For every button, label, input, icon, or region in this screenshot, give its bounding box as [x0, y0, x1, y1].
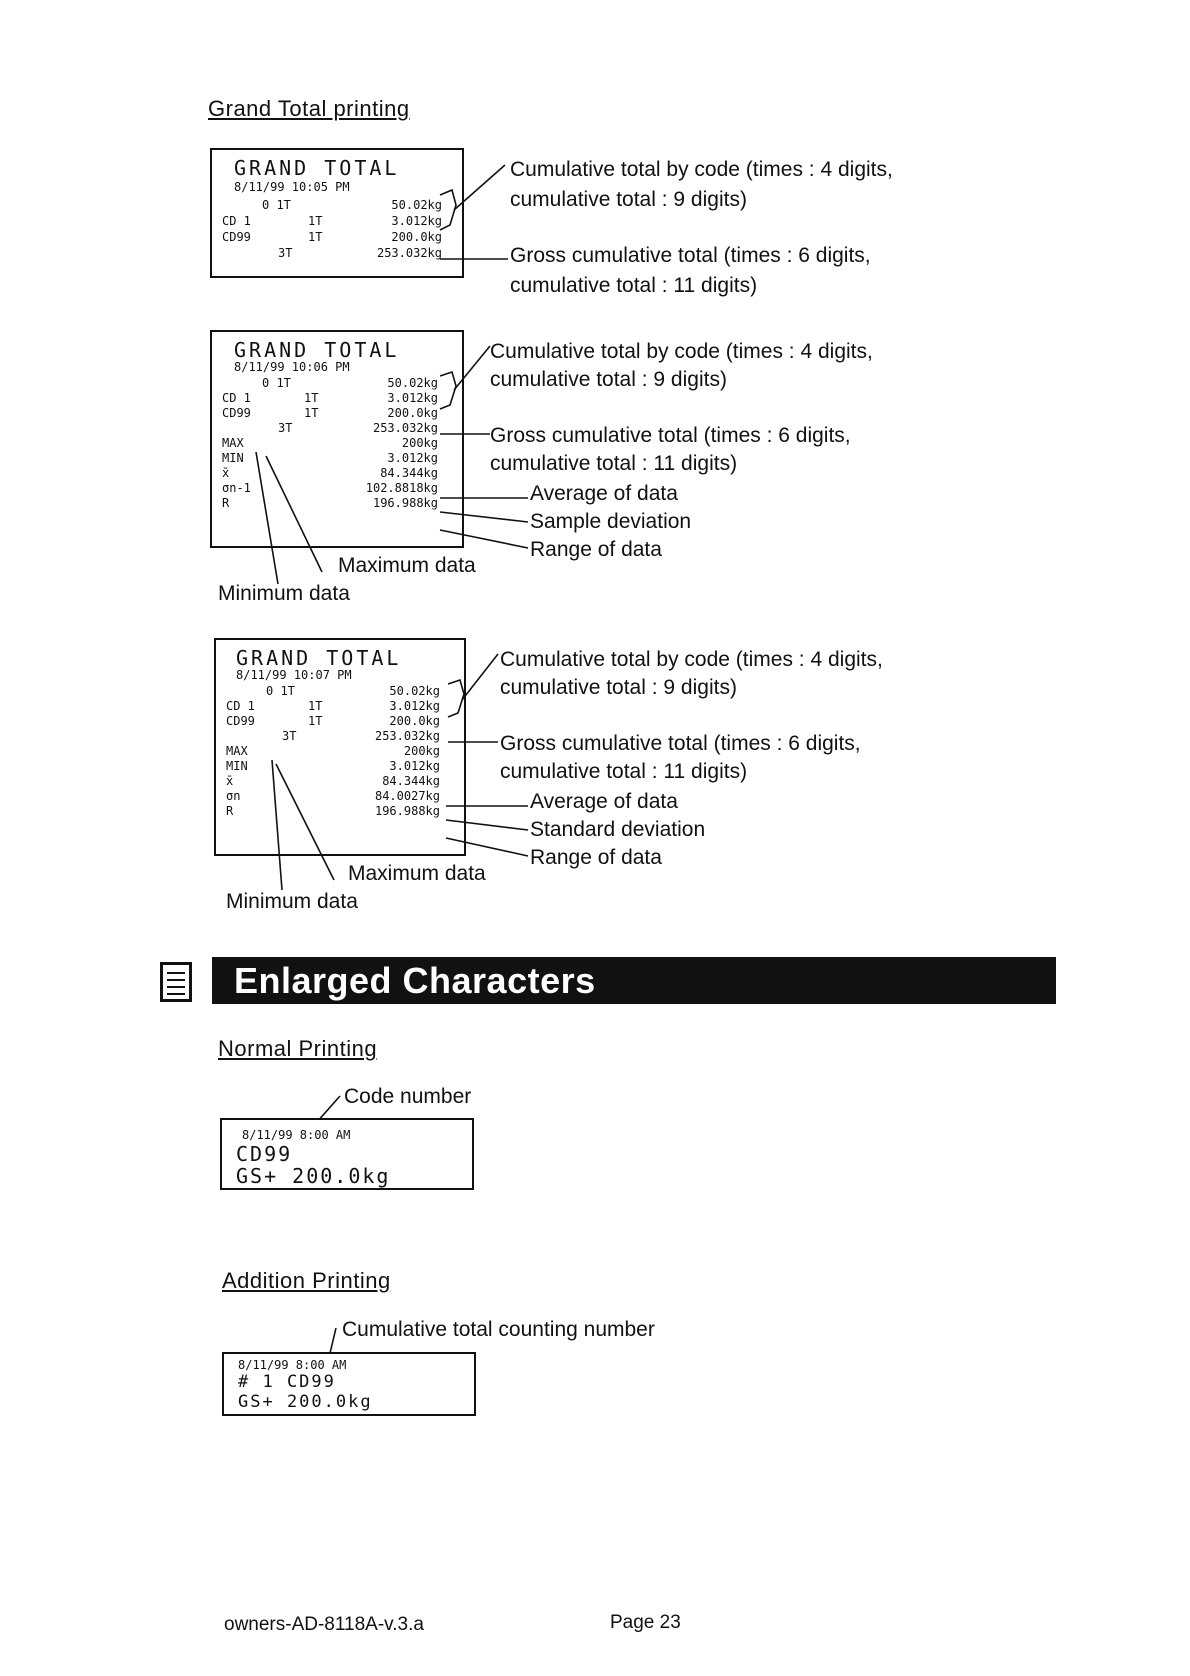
- row-value: 84.344kg: [380, 466, 438, 480]
- print-count-line: # 1 CD99: [238, 1372, 336, 1392]
- row-label: R: [222, 496, 230, 510]
- annotation-minimum: Minimum data: [218, 582, 350, 605]
- row-count: 0 1T: [262, 376, 291, 390]
- row-label: σn-1: [222, 481, 251, 495]
- annotation-cum-by-code: Cumulative total by code (times : 4 digits,: [510, 158, 893, 181]
- row-value: 196.988kg: [374, 804, 440, 818]
- row-count: 1T: [308, 699, 323, 713]
- row-count: 3T: [282, 729, 297, 743]
- annotation-gross: Gross cumulative total (times : 6 digits,: [490, 424, 851, 447]
- annotation-minimum: Minimum data: [226, 890, 358, 913]
- annotation-gross: Gross cumulative total (times : 6 digits,: [500, 732, 861, 755]
- annotation-gross-digits: cumulative total : 11 digits): [500, 760, 748, 783]
- print-weight-line: GS+ 200.0kg: [238, 1392, 373, 1412]
- annotation-gross: Gross cumulative total (times : 6 digits,: [510, 244, 871, 267]
- ticket-title: GRAND TOTAL: [236, 646, 402, 670]
- ticket-row: [222, 391, 438, 405]
- annotation-standard-deviation: Standard deviation: [530, 818, 706, 841]
- annotation-cum-by-code: Cumulative total by code (times : 4 digits,: [500, 648, 883, 671]
- row-count: 1T: [308, 714, 323, 728]
- row-count: 1T: [304, 391, 319, 405]
- row-count: 3T: [278, 246, 293, 260]
- row-label: MAX: [222, 436, 244, 450]
- row-value: 3.012kg: [387, 451, 438, 465]
- footer-document-id: owners-AD-8118A-v.3.a: [224, 1614, 424, 1635]
- row-label: CD99: [222, 230, 251, 244]
- ticket-row: [222, 466, 438, 480]
- ticket-row: [226, 789, 440, 803]
- ticket-row: [226, 744, 440, 758]
- annotation-cum-by-code: Cumulative total by code (times : 4 digits,: [490, 340, 873, 363]
- row-value: 50.02kg: [387, 376, 438, 390]
- row-value: 200kg: [401, 436, 438, 450]
- ticket-row: [222, 198, 442, 212]
- row-value: 196.988kg: [372, 496, 438, 510]
- ticket-row: [222, 481, 438, 495]
- row-value: 253.032kg: [376, 246, 442, 260]
- print-code: CD99: [236, 1142, 293, 1166]
- ticket-row: [226, 729, 440, 743]
- ticket-row: [226, 759, 440, 773]
- document-icon-glyph: [163, 965, 189, 999]
- row-label: MAX: [226, 744, 248, 758]
- annotation-range: Range of data: [530, 538, 662, 561]
- ticket-row: [226, 804, 440, 818]
- footer-page-number: Page 23: [610, 1612, 681, 1633]
- annotation-range: Range of data: [530, 846, 662, 869]
- row-count: 1T: [308, 230, 323, 244]
- row-value: 3.012kg: [391, 214, 442, 228]
- row-label: CD 1: [222, 391, 251, 405]
- ticket-date: 8/11/99 10:06 PM: [234, 360, 350, 374]
- row-label: σn: [226, 789, 241, 803]
- row-label: CD99: [222, 406, 251, 420]
- section-heading-addition-printing: Addition Printing: [222, 1268, 391, 1293]
- row-label: CD 1: [226, 699, 255, 713]
- addition-print-ticket: [222, 1352, 476, 1416]
- ticket-title: GRAND TOTAL: [234, 156, 400, 180]
- normal-print-ticket: [220, 1118, 474, 1190]
- row-value: 253.032kg: [374, 729, 440, 743]
- ticket-row: [226, 699, 440, 713]
- ticket-row: [222, 376, 438, 390]
- ticket-row: [222, 496, 438, 510]
- annotation-cum-by-code-digits: cumulative total : 9 digits): [490, 368, 727, 391]
- row-label: x̄: [222, 466, 230, 480]
- row-value: 200.0kg: [387, 406, 438, 420]
- row-value: 3.012kg: [389, 699, 440, 713]
- row-count: 3T: [278, 421, 293, 435]
- ticket-date: 8/11/99 10:07 PM: [236, 668, 352, 682]
- print-date: 8/11/99 8:00 AM: [238, 1358, 347, 1372]
- annotation-code-number: Code number: [344, 1085, 472, 1108]
- annotation-gross-digits: cumulative total : 11 digits): [510, 274, 758, 297]
- row-count: 0 1T: [262, 198, 291, 212]
- row-value: 50.02kg: [389, 684, 440, 698]
- row-value: 84.344kg: [382, 774, 440, 788]
- annotation-maximum: Maximum data: [338, 554, 476, 577]
- ticket-row: [222, 246, 442, 260]
- row-value: 50.02kg: [391, 198, 442, 212]
- ticket-row: [222, 230, 442, 244]
- row-label: MIN: [226, 759, 248, 773]
- row-count: 0 1T: [266, 684, 295, 698]
- ticket-row: [226, 714, 440, 728]
- banner-title: Enlarged Characters: [234, 960, 596, 1001]
- annotation-sample-deviation: Sample deviation: [530, 510, 692, 533]
- ticket-date: 8/11/99 10:05 PM: [234, 180, 350, 194]
- annotation-average: Average of data: [530, 482, 678, 505]
- row-value: 84.0027kg: [374, 789, 440, 803]
- section-heading-normal-printing: Normal Printing: [218, 1036, 378, 1061]
- row-count: 1T: [304, 406, 319, 420]
- grand-total-ticket-2: [210, 330, 464, 548]
- grand-total-ticket-1: [210, 148, 464, 278]
- annotation-gross-digits: cumulative total : 11 digits): [490, 452, 738, 475]
- row-value: 3.012kg: [387, 391, 438, 405]
- row-value: 102.8818kg: [365, 481, 438, 495]
- ticket-title: GRAND TOTAL: [234, 338, 400, 362]
- ticket-row: [226, 684, 440, 698]
- annotation-cum-by-code-digits: cumulative total : 9 digits): [510, 188, 747, 211]
- leader-line: [462, 654, 498, 700]
- row-count: 1T: [308, 214, 323, 228]
- ticket-row: [222, 451, 438, 465]
- row-label: R: [226, 804, 234, 818]
- grand-total-ticket-3: [214, 638, 466, 856]
- ticket-row: [222, 421, 438, 435]
- document-icon: [160, 962, 192, 1002]
- row-label: CD 1: [222, 214, 251, 228]
- section-heading-grand-total: Grand Total printing: [208, 96, 410, 121]
- section-banner: [212, 957, 1056, 1004]
- row-value: 253.032kg: [372, 421, 438, 435]
- ticket-row: [222, 436, 438, 450]
- row-label: MIN: [222, 451, 244, 465]
- annotation-cum-by-code-digits: cumulative total : 9 digits): [500, 676, 737, 699]
- annotation-maximum: Maximum data: [348, 862, 486, 885]
- ticket-row: [222, 214, 442, 228]
- ticket-row: [222, 406, 438, 420]
- row-label: x̄: [226, 774, 234, 788]
- row-value: 200.0kg: [389, 714, 440, 728]
- annotation-average: Average of data: [530, 790, 678, 813]
- row-value: 200kg: [403, 744, 440, 758]
- print-date: 8/11/99 8:00 AM: [242, 1128, 351, 1142]
- row-value: 200.0kg: [391, 230, 442, 244]
- row-label: CD99: [226, 714, 255, 728]
- print-weight-line: GS+ 200.0kg: [236, 1164, 391, 1188]
- row-value: 3.012kg: [389, 759, 440, 773]
- annotation-cumulative-counting-number: Cumulative total counting number: [342, 1318, 655, 1341]
- ticket-row: [226, 774, 440, 788]
